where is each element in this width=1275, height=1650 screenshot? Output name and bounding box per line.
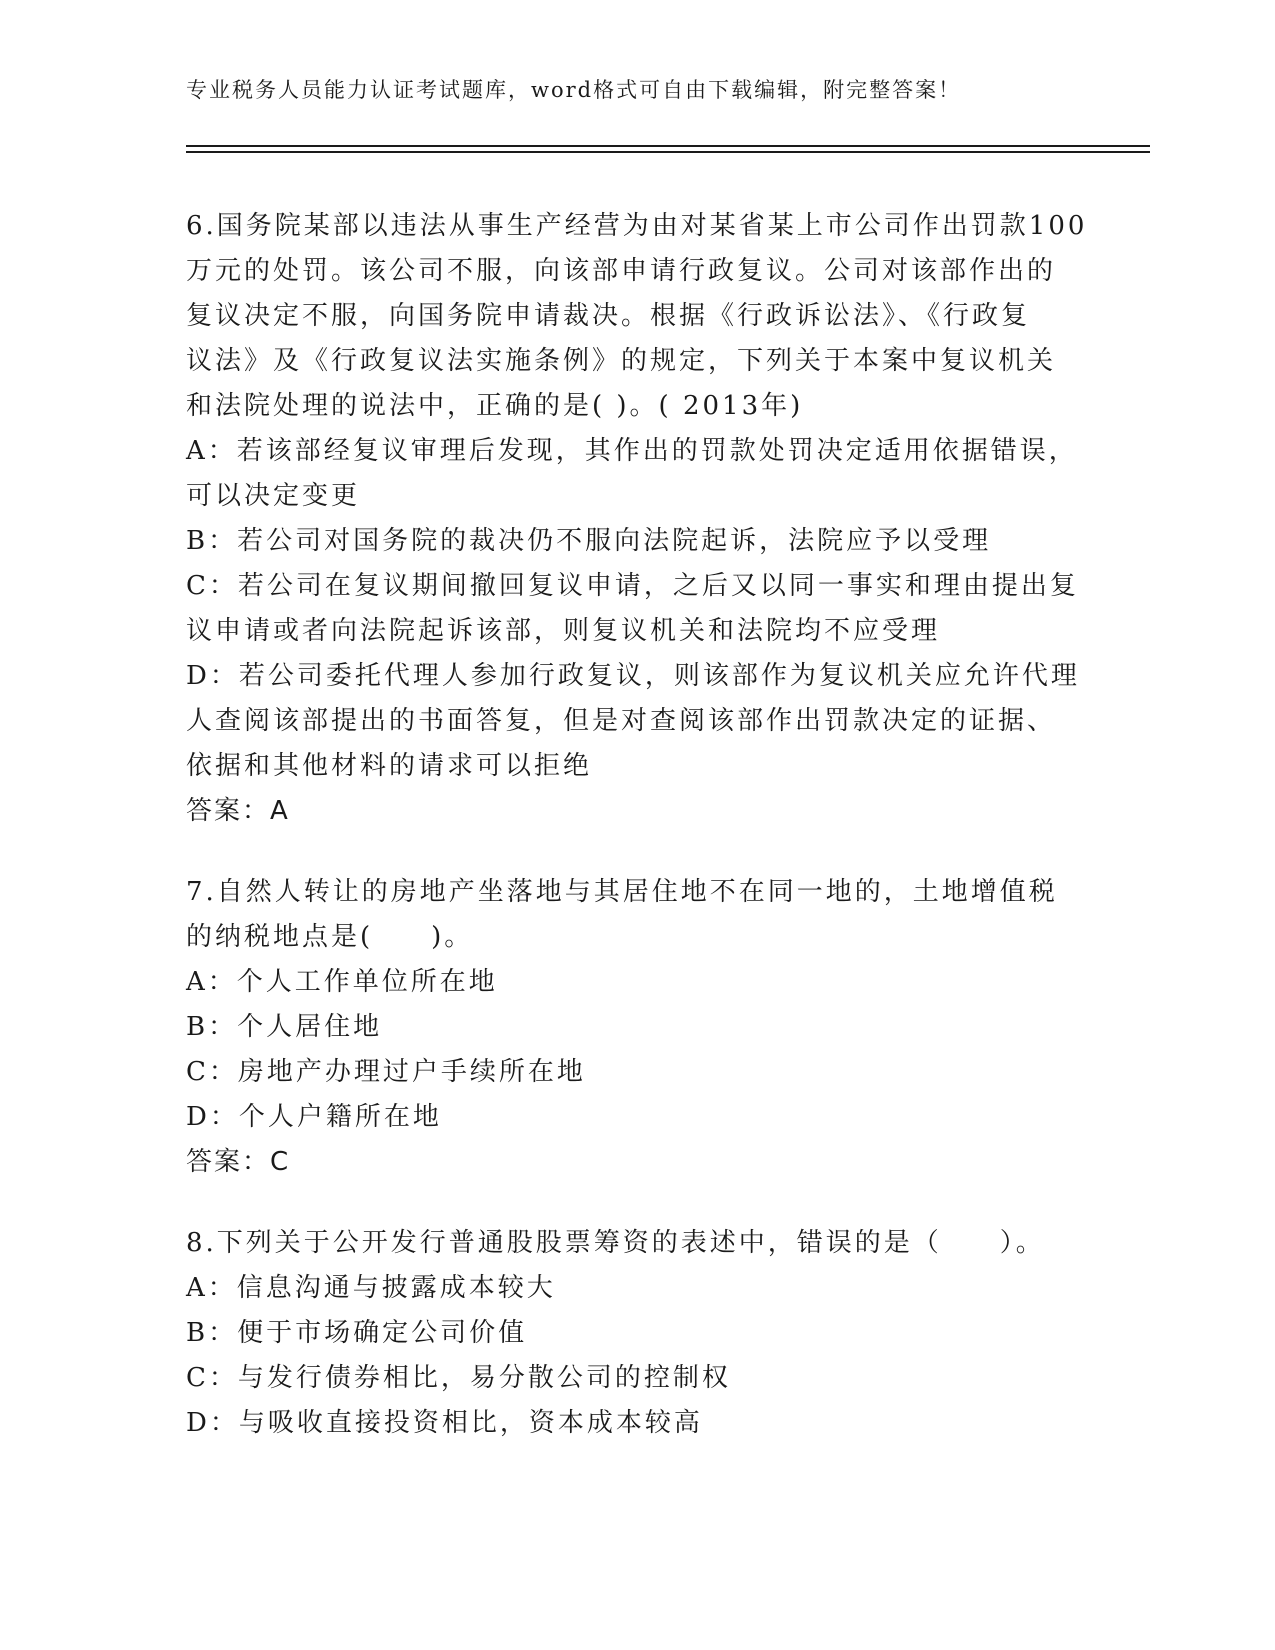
- answer-label: 答案：A: [186, 796, 290, 826]
- question-stem-line: 议法》及《行政复议法实施条例》的规定，下列关于本案中复议机关: [186, 346, 1057, 376]
- header-rule-top: [186, 145, 1150, 147]
- option-line: 议申请或者向法院起诉该部，则复议机关和法院均不应受理: [186, 616, 941, 646]
- question-stem-line: 和法院处理的说法中，正确的是( )。( 2013年): [186, 391, 804, 421]
- option-line: D：若公司委托代理人参加行政复议，则该部作为复议机关应允许代理: [186, 661, 1080, 691]
- question-block: [186, 204, 1086, 834]
- question-block: [186, 870, 1086, 1185]
- question-list: [186, 204, 1086, 1482]
- option-line: D：与吸收直接投资相比，资本成本较高: [186, 1408, 703, 1438]
- answer-label: 答案：C: [186, 1147, 291, 1177]
- document-header: 专业税务人员能力认证考试题库，word格式可自由下载编辑，附完整答案！: [186, 78, 962, 102]
- question-block: [186, 1221, 1086, 1446]
- question-stem-line: 7.自然人转让的房地产坐落地与其居住地不在同一地的，土地增值税: [186, 877, 1058, 907]
- option-line: 可以决定变更: [186, 481, 361, 511]
- option-line: 依据和其他材料的请求可以拒绝: [186, 751, 593, 781]
- option-line: C：房地产办理过户手续所在地: [186, 1057, 586, 1087]
- option-line: B：若公司对国务院的裁决仍不服向法院起诉，法院应予以受理: [186, 526, 992, 556]
- question-stem-line: 万元的处罚。该公司不服，向该部申请行政复议。公司对该部作出的: [186, 256, 1057, 286]
- question-stem-line: 的纳税地点是( )。: [186, 922, 474, 952]
- question-stem-line: 8.下列关于公开发行普通股股票筹资的表述中，错误的是（ ）。: [186, 1228, 1045, 1258]
- option-line: C：若公司在复议期间撤回复议申请，之后又以同一事实和理由提出复: [186, 571, 1079, 601]
- option-line: A：若该部经复议审理后发现，其作出的罚款处罚决定适用依据错误，: [186, 436, 1078, 466]
- option-line: B：个人居住地: [186, 1012, 383, 1042]
- option-line: D：个人户籍所在地: [186, 1102, 442, 1132]
- option-line: C：与发行债券相比，易分散公司的控制权: [186, 1363, 731, 1393]
- question-stem-line: 6.国务院某部以违法从事生产经营为由对某省某上市公司作出罚款100: [186, 211, 1088, 241]
- option-line: B：便于市场确定公司价值: [186, 1318, 528, 1348]
- header-rule-bottom: [186, 151, 1150, 153]
- option-line: 人查阅该部提出的书面答复，但是对查阅该部作出罚款决定的证据、: [186, 706, 1057, 736]
- option-line: A：个人工作单位所在地: [186, 967, 498, 997]
- option-line: A：信息沟通与披露成本较大: [186, 1273, 556, 1303]
- question-stem-line: 复议决定不服，向国务院申请裁决。根据《行政诉讼法》、《行政复: [186, 301, 1031, 331]
